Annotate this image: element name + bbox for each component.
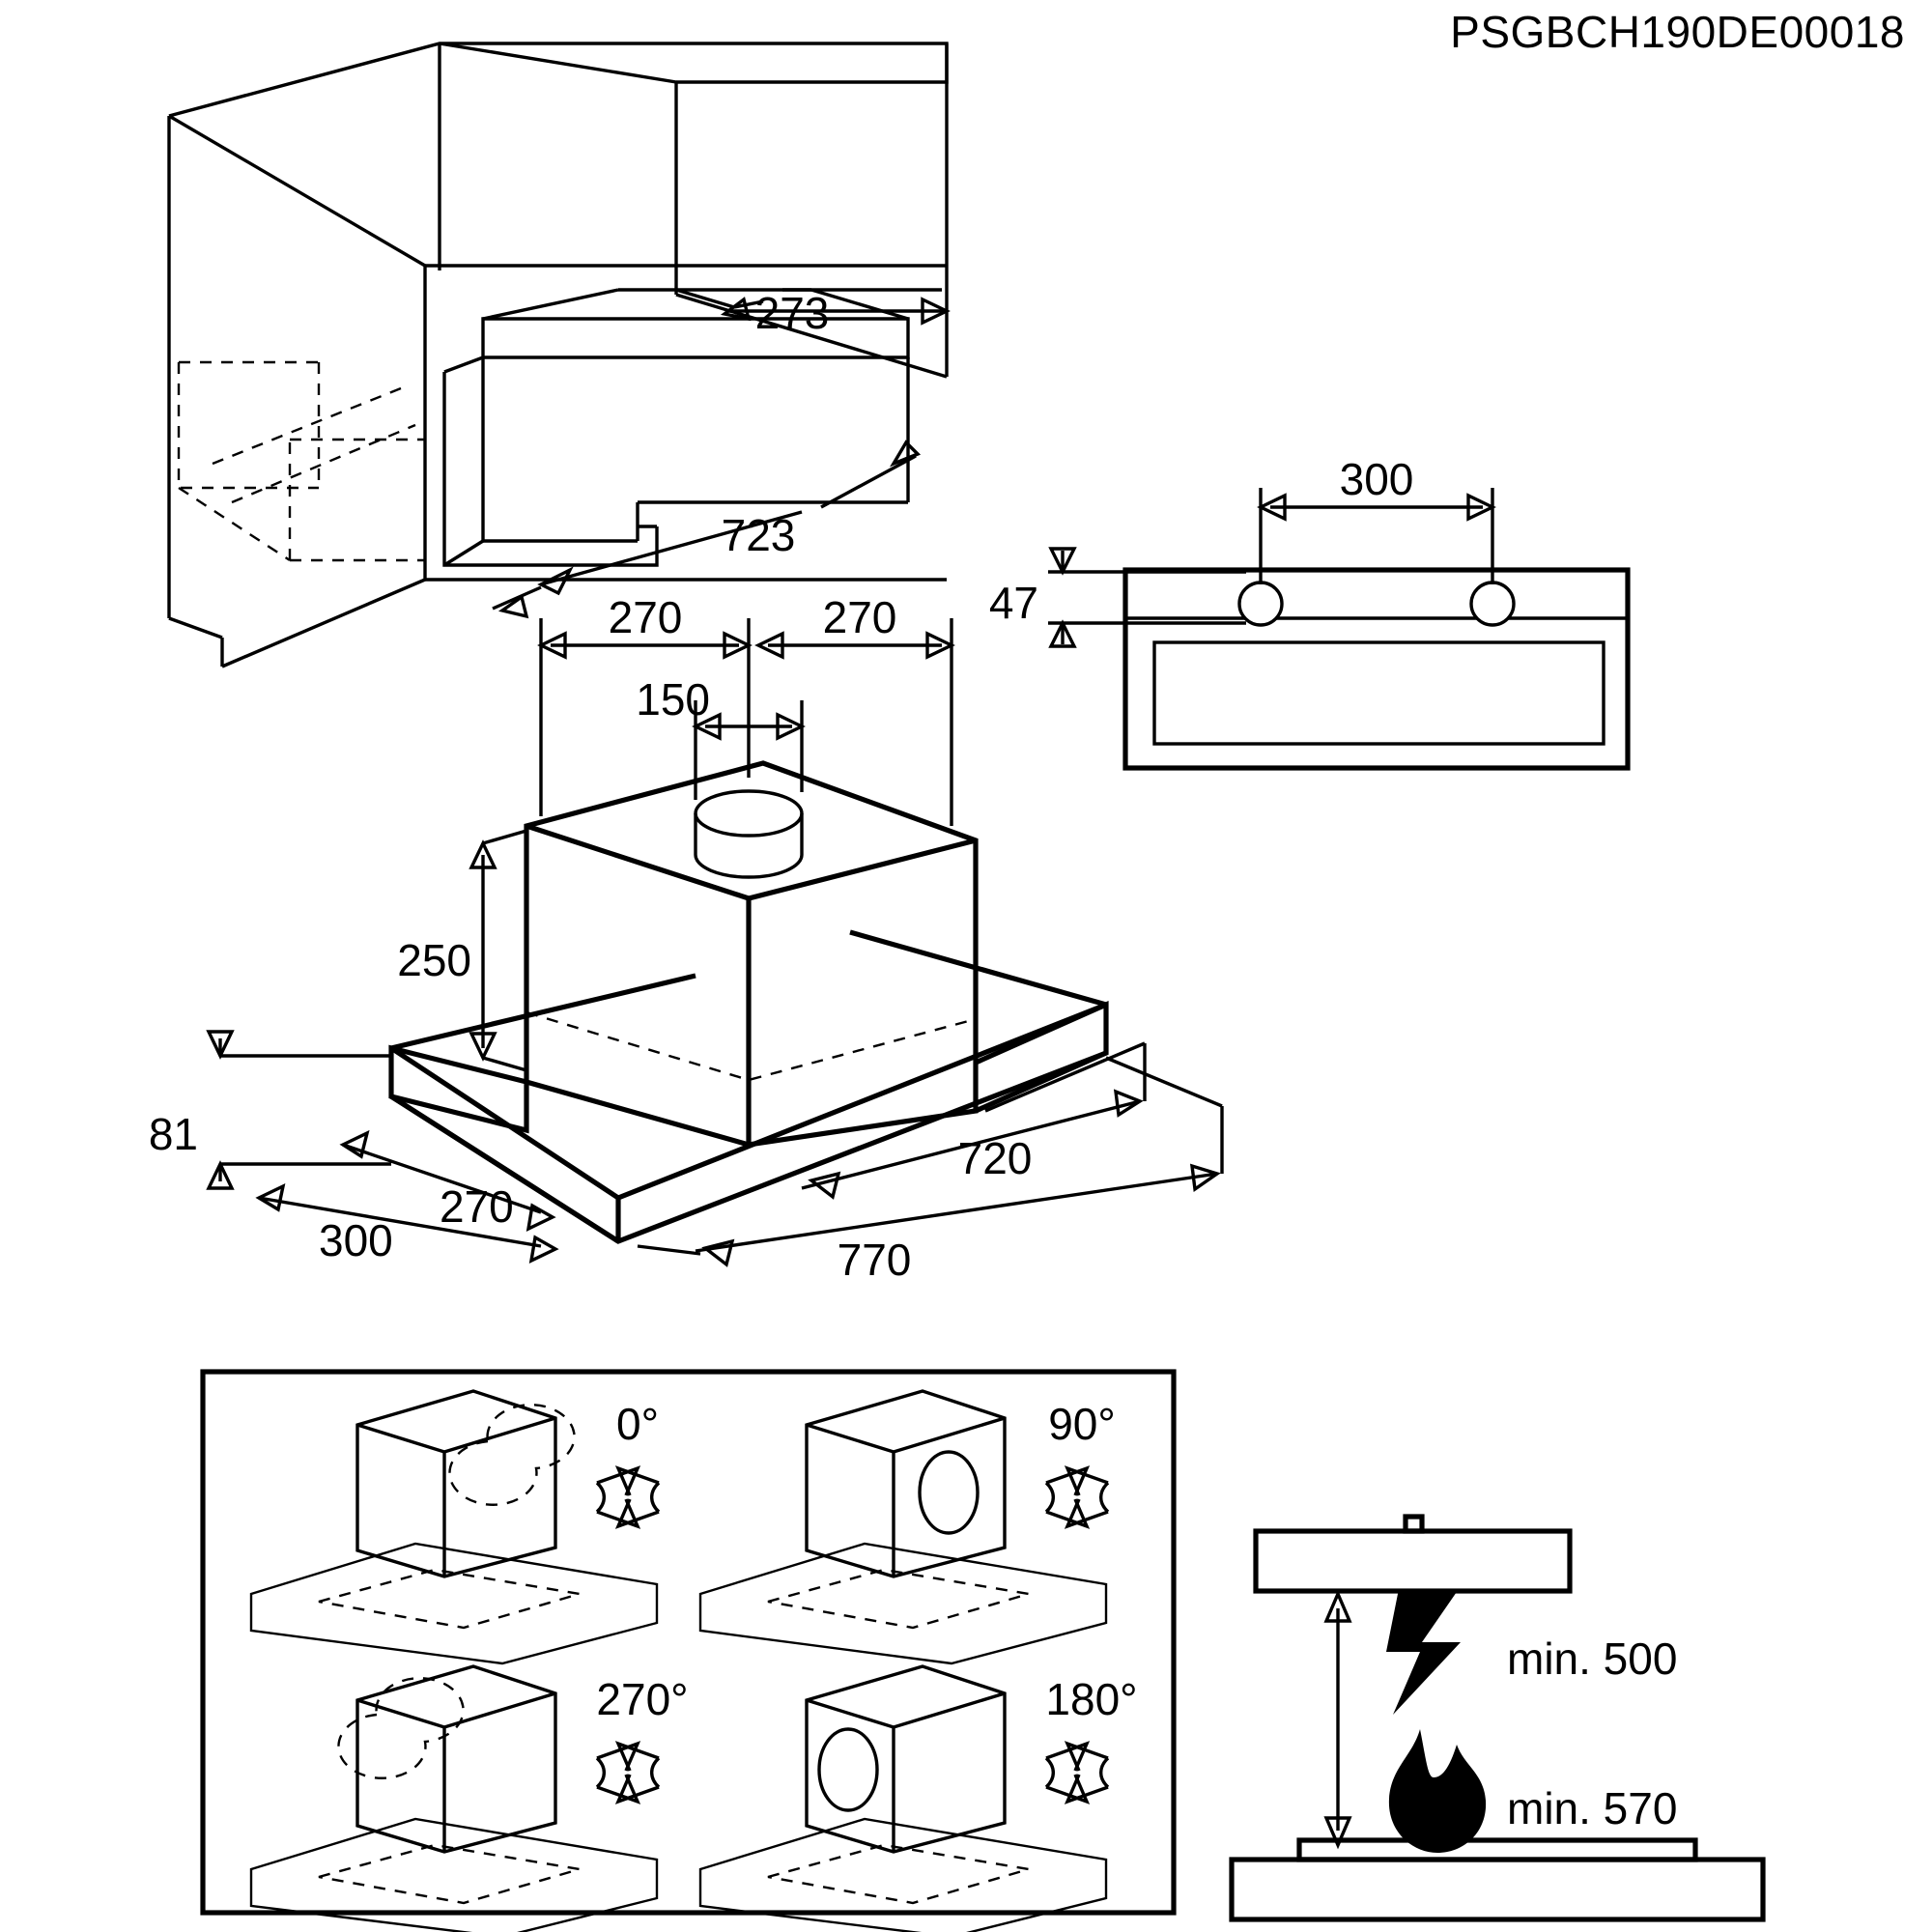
svg-text:720: 720 (957, 1133, 1033, 1183)
svg-text:723: 723 (721, 510, 796, 560)
rotation-item-0 (251, 1391, 659, 1663)
svg-text:300: 300 (1339, 454, 1414, 504)
rotation-panel (203, 1372, 1174, 1932)
flame-icon (1389, 1729, 1486, 1853)
svg-text:90°: 90° (1048, 1399, 1116, 1449)
dim-47 (989, 549, 1246, 646)
svg-text:770: 770 (837, 1235, 912, 1285)
rotation-item-270 (251, 1666, 689, 1932)
document-code: PSGBCH190DE00018 (1450, 7, 1905, 57)
svg-text:300: 300 (319, 1215, 393, 1265)
cabinet-recess-view (169, 43, 947, 667)
front-elevation-view (989, 454, 1628, 768)
svg-text:250: 250 (397, 935, 471, 985)
dim-250 (397, 831, 526, 1070)
dim-81 (149, 1032, 391, 1188)
lightning-bolt-icon (1386, 1589, 1461, 1715)
svg-text:270: 270 (440, 1181, 514, 1232)
clearance-label-gas: min. 570 (1507, 1783, 1678, 1833)
svg-text:47: 47 (988, 578, 1038, 628)
dim-300-holes (1261, 454, 1492, 584)
rotation-item-90 (700, 1391, 1116, 1663)
svg-text:270: 270 (822, 592, 897, 642)
rotation-item-180 (700, 1666, 1138, 1932)
svg-text:270: 270 (608, 592, 683, 642)
dim-273 (676, 288, 947, 338)
clearance-view (1232, 1517, 1763, 1919)
clearance-label-electric: min. 500 (1507, 1634, 1678, 1684)
svg-text:150: 150 (636, 674, 710, 724)
dim-150 (636, 674, 802, 800)
svg-text:81: 81 (148, 1109, 198, 1159)
hood-isometric-view (149, 592, 1222, 1285)
svg-text:180°: 180° (1045, 1674, 1138, 1724)
svg-text:273: 273 (754, 288, 830, 338)
svg-text:0°: 0° (616, 1399, 659, 1449)
svg-text:270°: 270° (596, 1674, 689, 1724)
dim-723 (541, 442, 918, 593)
